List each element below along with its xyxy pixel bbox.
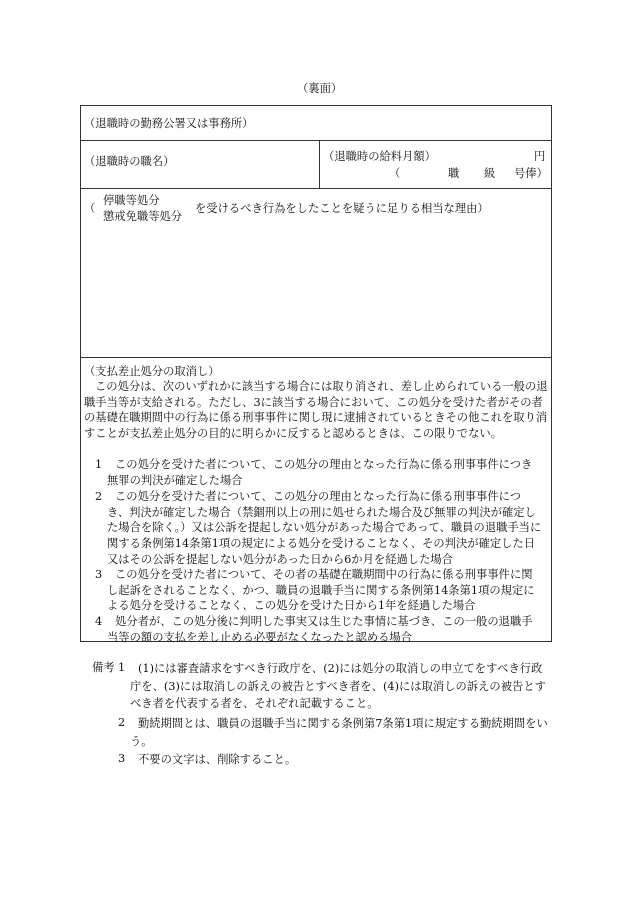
row-divider [81, 357, 551, 358]
reason-suffix: を受けるべき行為をしたことを疑うに足りる相当な理由） [195, 202, 489, 215]
cancellation-intro: この処分は、次のいずれかに該当する場合には取り消され、差し止められている一般の退職手当等が支給される。ただし、3に該当する場合において、この処分を受けた者がその者の基礎在職期間中の行為に係る刑事事件に関し現に逮捕されているときその他これを取り消すことが支払差止処分の目的に明らかに反すると認めるときは、この限りでない。 [84, 380, 548, 441]
item-text: この処分を受けた者について、その者の基礎在職期間中の行為に係る刑事事件に関し起訴をされることなく、かつ、職員の退職手当に関する条例第14条第1項の規定による処分を受けることなく、この処分を受けた日から1年を経過した場合 [107, 568, 535, 613]
row-divider [81, 140, 551, 141]
workplace-label: （退職時の勤務公署又は事務所） [84, 117, 254, 130]
item-number: 2 [95, 490, 103, 503]
note-2 [118, 715, 550, 750]
item-number: 1 [95, 458, 103, 471]
note-1 [118, 660, 550, 713]
item-text: この処分を受けた者について、この処分の理由となった行為に係る刑事事件につき無罪の判決が確定した場合 [107, 458, 533, 487]
item-text: 処分者が、この処分後に判明した事実又は生じた事情に基づき、この一般の退職手当等の額の支払を差し止める必要がなくなったと認める場合 [107, 615, 533, 644]
item-number: 4 [95, 615, 103, 628]
cancellation-item-4 [95, 614, 545, 645]
reason-option-dismissal: 懲戒免職等処分 [103, 210, 183, 223]
salary-go: 号俸） [514, 167, 548, 180]
row-divider [81, 188, 551, 189]
salary-kyu: 級 [484, 167, 496, 180]
salary-label: （退職時の給料月額） [323, 150, 436, 163]
salary-grade-paren: （ [389, 167, 401, 180]
notes-label: 備考 [92, 661, 115, 674]
reason-option-suspension: 停職等処分 [103, 194, 160, 207]
page-side-label: （裏面） [297, 82, 343, 95]
note-number: 1 [118, 661, 126, 674]
note-3 [118, 751, 550, 769]
cancellation-heading: （支払差止処分の取消し） [84, 365, 220, 378]
disposition-form-table [80, 105, 552, 642]
item-number: 3 [95, 568, 103, 581]
cancellation-item-1 [95, 457, 545, 488]
cancellation-item-2 [95, 489, 545, 568]
reason-paren: （ [84, 202, 96, 215]
note-text: 不要の文字は、削除すること。 [138, 753, 297, 766]
cancellation-item-3 [95, 567, 545, 614]
salary-yen-unit: 円 [534, 150, 546, 163]
position-label: （退職時の職名） [84, 155, 175, 168]
note-text: 勤続期間とは、職員の退職手当に関する条例第7条第1項に規定する勤続期間をいう。 [130, 717, 548, 748]
note-text: (1)には審査請求をすべき行政庁を、(2)には処分の取消しの申立てをすべき行政庁を、(3)には取消しの訴えの被告とすべき者を、(4)には取消しの訴えの被告とすべき者を代表する者を、それぞれ記載すること。 [130, 662, 546, 710]
note-number: 3 [118, 752, 126, 765]
column-divider [319, 140, 320, 188]
salary-shoku: 職 [448, 167, 460, 180]
item-text: この処分を受けた者について、この処分の理由となった行為に係る刑事事件につき、判決が確定した場合（禁錮刑以上の刑に処せられた場合及び無罪の判決が確定した場合を除く。）又は公訴を提起しない処分があった場合であって、職員の退職手当に関する条例第14条第1項の規定による処分を受けることなく、その判決が確定した日又はその公訴を提起しない処分があった日から6か月を経過した場合 [107, 490, 542, 566]
note-number: 2 [118, 716, 126, 729]
